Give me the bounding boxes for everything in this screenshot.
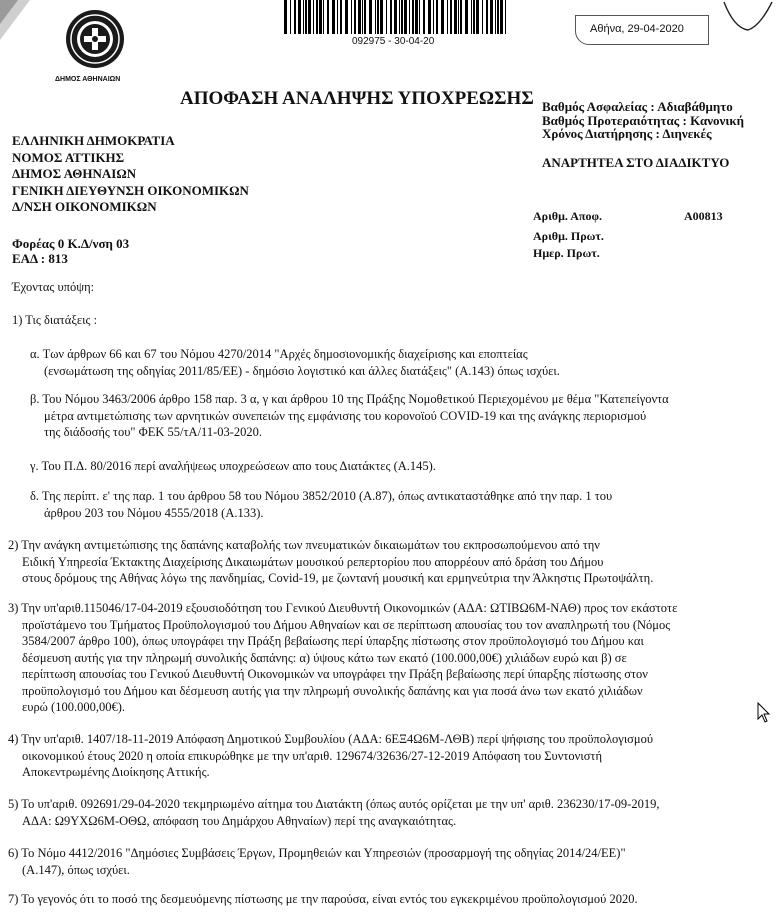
agency-block	[12, 236, 129, 266]
barcode-bar	[337, 0, 338, 34]
text-line: Ειδική Υπηρεσία Έκτακτης Διαχείρισης Δικαιωμάτων μουσικού ρεπερτορίου που απορρέουν από δράση του Δήμου	[22, 554, 604, 569]
agency-line: Φορέας 0 Κ.Δ/νση 03	[12, 236, 130, 251]
barcode-bar	[486, 0, 488, 34]
barcode-bar	[505, 0, 506, 34]
barcode-bar	[415, 0, 418, 34]
paragraph-2	[8, 537, 653, 587]
barcode-bar	[351, 0, 352, 34]
barcode-bar	[409, 0, 410, 34]
barcode-bar	[404, 0, 407, 34]
text-line: 5) Το υπ'αριθ. 092691/29-04-2020 τεκμηριωμένο αίτημα του Διατάκτη (όπως αυτός ορίζεται με την υπ' αριθ. 236230/17-09-2019,	[8, 797, 660, 811]
barcode-bar	[327, 0, 329, 34]
barcode-bar	[364, 0, 366, 34]
barcode-bar	[386, 0, 387, 34]
text-line: 3584/2007 άρθρο 100), όπως υπογράφει την Πράξη βεβαίωσης περί ύπαρξης πίστωσης στον προϋπολογισμό του Δήμου και	[22, 634, 644, 648]
provision-b	[30, 391, 669, 441]
paragraph-7	[8, 891, 638, 908]
provision-c	[30, 458, 436, 475]
paragraph-4	[8, 731, 653, 781]
text-line: προϊστάμενο του Τμήματος Προϋπολογισμού του Δήμου Αθηναίων και σε περίπτωση απουσίας του τον αναπληρωτή του (Νόμος	[22, 617, 671, 632]
barcode-bar	[290, 0, 291, 34]
barcode-bar	[476, 0, 479, 34]
paragraph-3	[8, 600, 677, 716]
barcode-bar	[362, 0, 363, 34]
barcode-bar	[308, 0, 311, 34]
barcode-bar	[441, 0, 444, 34]
text-line: περίπτωση απουσίας του Γενικού Διευθυντή Οικονομικών να υπογράφει την Πράξη βεβαίωσης περί ύπαρξης πίστωσης στον	[22, 667, 648, 681]
barcode-bar	[482, 0, 483, 34]
security-level: Βαθμός Ασφαλείας : Αδιαβάθμητο	[542, 99, 733, 114]
decision-number-label: Αριθμ. Αποφ.	[533, 209, 602, 223]
barcode-bar	[450, 0, 452, 34]
barcode-bar	[377, 0, 379, 34]
date-stamp-box	[575, 15, 709, 45]
barcode-bar	[454, 0, 457, 34]
barcode-bar	[436, 0, 438, 34]
mouse-cursor-icon	[757, 702, 771, 724]
barcode-bar	[490, 0, 493, 34]
barcode-bar	[412, 0, 414, 34]
issuer-line: ΔΗΜΟΣ ΑΘΗΝΑΙΩΝ	[12, 166, 137, 181]
protocol-number-label: Αριθμ. Πρωτ.	[533, 229, 604, 243]
barcode-bar	[495, 0, 496, 34]
barcode-bar	[345, 0, 348, 34]
text-line: προϋπολογισμό του Δήμου και δέσμευση αυτής για την πληρωμή συνολικής δαπάνης και για ποσά άνω των εκατό χιλιάδων	[22, 683, 643, 698]
text-line: δέσμευση αυτής για την πληρωμή συνολικής δαπάνης: α) ύψους κάτω των εκατό (100.000,00€) χιλιάδων ευρώ και β) σε	[22, 650, 627, 665]
municipality-label: ΔΗΜΟΣ ΑΘΗΝΑΙΩΝ	[55, 76, 121, 83]
priority-level: Βαθμός Προτεραιότητας : Κανονική	[542, 112, 744, 128]
barcode-bar	[465, 0, 468, 34]
issuer-line: ΝΟΜΟΣ ΑΤΤΙΚΗΣ	[12, 149, 125, 165]
text-line: 6) Το Νόμο 4412/2016 "Δημόσιες Συμβάσεις Έργων, Προμηθειών και Υπηρεσιών (προσαρμογή της οδηγίας 2014/24/ΕΕ)"	[8, 846, 626, 860]
municipality-seal-icon	[64, 8, 126, 70]
text-line: 4) Την υπ'αριθ. 1407/18-11-2019 Απόφαση Δημοτικού Συμβουλίου (ΑΔΑ: 6ΕΞ4Ω6Μ-ΛΘΒ) περί ψήφισης του προϋπολογισμού	[8, 732, 654, 746]
text-line: άρθρου 203 του Νόμου 4555/2018 (Α.133).	[44, 505, 264, 520]
decision-number-value: Α00813	[684, 209, 723, 223]
text-line: της διάδοσής του" ΦΕΚ 55/τΑ/11-03-2020.	[44, 425, 263, 439]
barcode-bar	[303, 0, 304, 34]
retention-period: Χρόνος Διατήρησης : Διηνεκές	[542, 126, 712, 141]
barcode-bar	[358, 0, 361, 34]
barcode-bar	[305, 0, 307, 34]
text-line: οικονομικού έτους 2020 η οποία επικυρώθηκε με την υπ'αριθ. 129674/32636/27-12-2019 Απόφαση του Συντονιστή	[22, 748, 602, 763]
barcode-bar	[319, 0, 322, 34]
barcode-bar	[294, 0, 296, 34]
text-line: (ενσωμάτωση της οδηγίας 2011/85/ΕΕ) - δημόσιο λογιστικό και άλλες διατάξεις" (Α.143) όπως ισχύει.	[44, 363, 560, 378]
classification-block	[542, 100, 744, 141]
barcode-bar	[473, 0, 475, 34]
barcode-bar	[471, 0, 472, 34]
barcode-bar	[332, 0, 335, 34]
provisions-heading: 1) Τις διατάξεις :	[12, 313, 98, 327]
text-line: 2) Την ανάγκη αντιμετώπισης της δαπάνης καταβολής των πνευματικών δικαιωμάτων του εκπροσωπούμενου από την	[8, 538, 600, 552]
issuer-block	[12, 133, 249, 216]
paragraph-5	[8, 796, 659, 829]
barcode-bar	[423, 0, 425, 34]
text-line: β. Του Νόμου 3463/2006 άρθρο 158 παρ. 3 α, γ και άρθρου 10 της Πράξης Νομοθετικού Περιεχομένου με θέμα "Κατεπείγοντα	[30, 392, 669, 406]
barcode-bar	[375, 0, 376, 34]
considering-label: Έχοντας υπόψη:	[12, 280, 95, 294]
scan-corner-shadow	[0, 0, 30, 40]
eaa-line: ΕΑΔ : 813	[12, 251, 68, 266]
provision-d	[30, 488, 612, 521]
barcode-bar	[399, 0, 400, 34]
publish-note: ΑΝΑΡΤΗΤΕΑ ΣΤΟ ΔΙΑΔΙΚΤΥΟ	[542, 155, 730, 170]
text-line: γ. Του Π.Δ. 80/2016 περί αναλήψεως υποχρεώσεων απο τους Διατάκτες (Α.145).	[30, 459, 436, 473]
barcode-bar	[298, 0, 301, 34]
barcode-bar	[433, 0, 434, 34]
provision-a	[30, 346, 560, 379]
document-title: ΑΠΟΦΑΣΗ ΑΝΑΛΗΨΗΣ ΥΠΟΧΡΕΩΣΗΣ	[180, 88, 534, 109]
text-line: μέτρα αντιμετώπισης των αρνητικών συνεπειών της εμφάνισης του κορονοϊού COVID-19 και της ανάγκης περιορισμού	[44, 408, 647, 423]
barcode-bar	[497, 0, 499, 34]
barcode-bar	[500, 0, 503, 34]
protocol-date-label: Ημερ. Πρωτ.	[533, 246, 600, 260]
issuer-line: ΓΕΝΙΚΗ ΔΙΕΥΘΥΝΣΗ ΟΙΚΟΝΟΜΙΚΩΝ	[12, 182, 249, 198]
barcode-bar	[380, 0, 383, 34]
text-line: ευρώ (100.000,00€).	[22, 700, 125, 714]
barcode	[284, 0, 508, 34]
issuer-line: Δ/ΝΣΗ ΟΙΚΟΝΟΜΙΚΩΝ	[12, 199, 157, 214]
barcode-number: 092975 - 30-04-20	[352, 36, 435, 47]
barcode-bar	[323, 0, 324, 34]
issuer-line: ΕΛΛΗΝΙΚΗ ΔΗΜΟΚΡΑΤΙΑ	[12, 133, 175, 148]
barcode-bar	[340, 0, 342, 34]
barcode-bar	[401, 0, 403, 34]
text-line: ΑΔΑ: Ω9ΥΧΩ6Μ-ΟΘΩ, απόφαση του Δημάρχου Αθηναίων) περί της αναγκαιότητας.	[22, 813, 457, 828]
barcode-bar	[284, 0, 287, 34]
text-line: 7) Το γεγονός ότι το ποσό της δεσμευόμενης πίστωσης με την παρούσα, είναι εντός του εγκεκριμένου προϋπολογισμού 2020.	[8, 892, 638, 906]
paragraph-6	[8, 845, 626, 878]
barcode-bar	[313, 0, 314, 34]
text-line: Αποκεντρωμένης Διοίκησης Αττικής.	[22, 765, 210, 779]
text-line: δ. Της περίπτ. ε' της παρ. 1 του άρθρου 58 του Νόμου 3852/2010 (Α.87), όπως αντικαταστάθηκε από την παρ. 1 του	[30, 489, 613, 503]
barcode-bar	[354, 0, 356, 34]
date-stamp: Αθήνα, 29-04-2020	[590, 23, 684, 35]
barcode-bar	[390, 0, 392, 34]
barcode-bar	[394, 0, 397, 34]
barcode-bar	[419, 0, 420, 34]
barcode-bar	[316, 0, 318, 34]
barcode-bar	[460, 0, 462, 34]
barcode-bar	[458, 0, 459, 34]
text-line: (Α.147), όπως ισχύει.	[22, 862, 130, 877]
text-line: στους δρόμους της Αθήνας λόγω της πανδημίας, Covid-19, με ζωντανή μουσική και ερμηνεύτρια την Άλκηστις Πρωτοψάλτη.	[22, 571, 654, 585]
barcode-bar	[428, 0, 431, 34]
barcode-bar	[369, 0, 372, 34]
text-line: α. Των άρθρων 66 και 67 του Νόμου 4270/2014 "Αρχές δημοσιονομικής διαχείρισης και εποπτείας	[30, 347, 528, 361]
text-line: 3) Την υπ'αριθ.115046/17-04-2019 εξουσιοδότηση του Γενικού Διευθυντή Οικονομικών (ΑΔΑ: ΩΤΙΒΩ6Μ-ΝΑΘ) προς τον εκάστοτε	[8, 601, 678, 615]
barcode-bar	[447, 0, 448, 34]
corner-mark	[720, 0, 776, 34]
